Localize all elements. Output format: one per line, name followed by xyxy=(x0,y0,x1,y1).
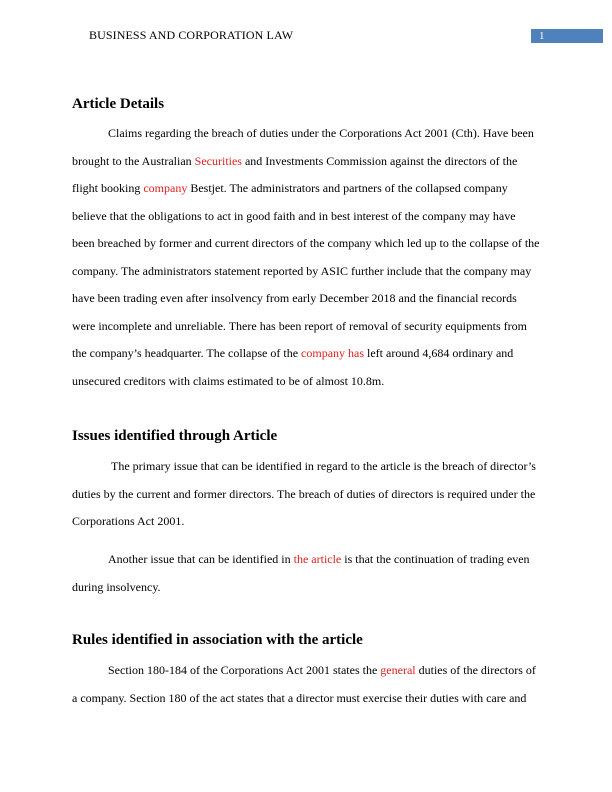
highlighted-text: general xyxy=(380,663,416,677)
text-line: The primary issue that can be identified in regard to the article is the breach of director’s xyxy=(111,459,536,473)
text-line: Corporations Act 2001. xyxy=(72,514,185,528)
paragraph-issues-1 xyxy=(72,453,546,536)
paragraph-rules xyxy=(72,657,546,712)
text-line: have been trading even after insolvency from early December 2018 and the financial records xyxy=(72,291,517,305)
paragraph-issues-2 xyxy=(72,546,546,601)
highlighted-text: company xyxy=(143,181,188,195)
heading-issues: Issues identified through Article xyxy=(72,428,278,444)
heading-rules: Rules identified in association with the article xyxy=(72,632,363,648)
text-line: company. The administrators statement reported by ASIC further include that the company may xyxy=(72,263,532,278)
heading-article-details: Article Details xyxy=(72,96,165,112)
highlighted-text: Securities xyxy=(194,153,242,168)
text-line: were incomplete and unreliable. There has been report of removal of security equipments from xyxy=(72,318,527,333)
text-line: flight booking company Bestjet. The administrators and partners of the collapsed company xyxy=(72,181,508,195)
text-line: Another issue that can be identified in the article is that the continuation of trading even xyxy=(108,552,530,566)
text-line: Section 180-184 of the Corporations Act 2001 states the general duties of the directors of xyxy=(108,663,536,677)
text-line: duties by the current and former directors. The breach of duties of directors is required under the xyxy=(72,486,536,501)
paragraph-article-details xyxy=(72,120,546,395)
text-line: believe that the obligations to act in good faith and in best interest of the company may have xyxy=(72,208,516,223)
text-line: during insolvency. xyxy=(72,579,161,594)
highlighted-text: the article xyxy=(293,552,342,566)
text-line: brought to the Australian Securities and Investments Commission against the directors of the xyxy=(72,153,518,168)
text-line: Claims regarding the breach of duties under the Corporations Act 2001 (Cth). Have been xyxy=(108,126,534,140)
text-line: been breached by former and current directors of the company which led up to the collapse of the xyxy=(72,236,540,250)
page-number-badge: 1 xyxy=(531,29,603,43)
text-line: a company. Section 180 of the act states that a director must exercise their duties with care and xyxy=(72,690,527,705)
header-title: BUSINESS AND CORPORATION LAW xyxy=(89,28,294,42)
text-line: unsecured creditors with claims estimated to be of almost 10.8m. xyxy=(72,373,385,388)
text-line: the company’s headquarter. The collapse of the company has left around 4,684 ordinary and xyxy=(72,346,514,360)
highlighted-text: company has xyxy=(301,346,365,360)
